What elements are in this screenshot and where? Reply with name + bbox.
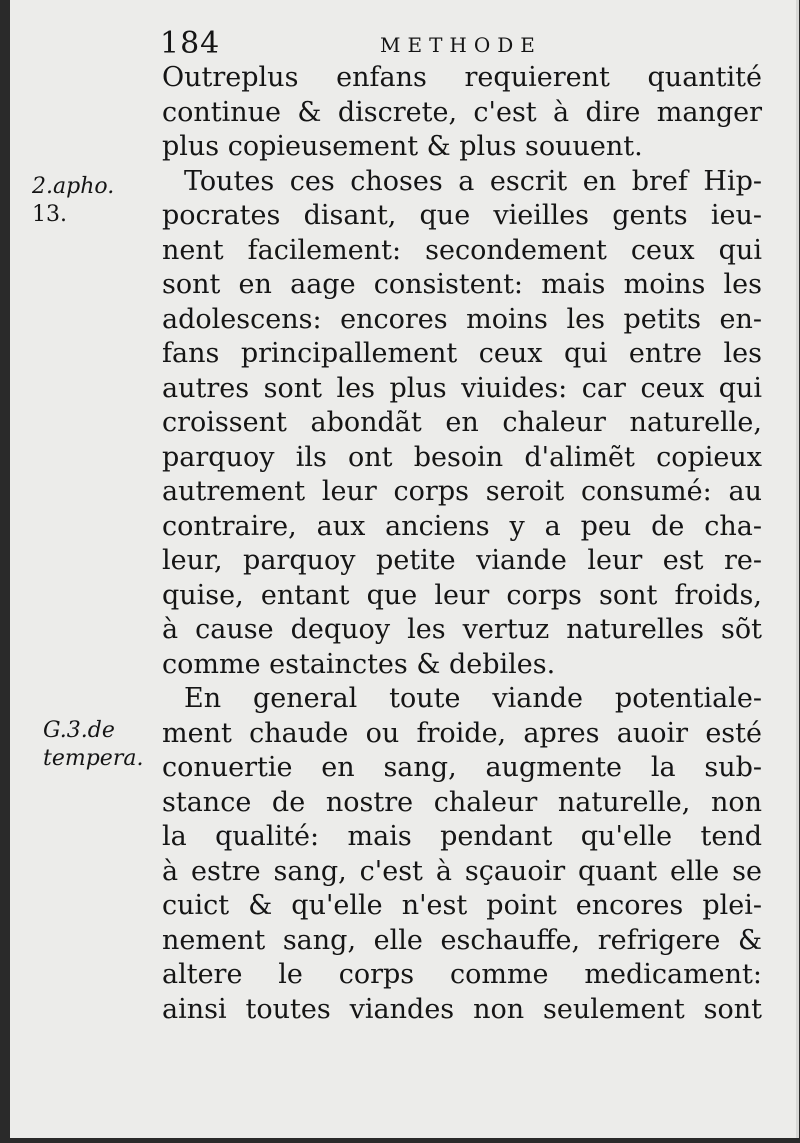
- text-line: à estre sang, c'est à sçauoir quant elle se: [162, 855, 762, 887]
- text-line: continue & discrete, c'est à dire manger: [162, 96, 762, 128]
- text-line: leur, parquoy petite viande leur est re-: [162, 545, 762, 576]
- text-line: quise, entant que leur corps sont froids,: [162, 579, 762, 611]
- page-header: [10, 24, 796, 64]
- text-line: comme estainctes & debiles.: [162, 648, 556, 680]
- page-number: 184: [160, 26, 221, 61]
- running-title: METHODE: [380, 33, 542, 57]
- text-line: autrement leur corps seroit consumé: au: [162, 476, 762, 507]
- text-line: cuict & qu'elle n'est point encores plei-: [162, 890, 762, 921]
- margin-note-line: G.3.de: [43, 718, 115, 743]
- text-line: conuertie en sang, augmente la sub-: [162, 752, 762, 783]
- text-line: fans principallement ceux qui entre les: [162, 338, 762, 369]
- text-line: plus copieusement & plus souuent.: [162, 131, 643, 162]
- text-line: En general toute viande potentiale-: [184, 683, 762, 714]
- margin-note-aphorism: [32, 173, 114, 229]
- text-line: à cause dequoy les vertuz naturelles sõt: [162, 614, 762, 645]
- margin-note-galen: [43, 717, 143, 773]
- text-line: nent facilement: secondement ceux qui: [162, 234, 762, 266]
- text-line: pocrates disant, que vieilles gents ieu-: [162, 200, 762, 231]
- text-line: croissent abondãt en chaleur naturelle,: [162, 407, 762, 438]
- text-line: stance de nostre chaleur naturelle, non: [162, 786, 762, 818]
- text-line: la qualité: mais pendant qu'elle tend: [162, 821, 762, 852]
- margin-note-line: tempera.: [43, 746, 144, 771]
- text-line: Toutes ces choses a escrit en bref Hip-: [184, 165, 762, 197]
- body-text: [162, 61, 762, 1027]
- margin-note-line: 2.apho.: [32, 174, 115, 199]
- text-line: Outreplus enfans requierent quantité: [162, 62, 762, 93]
- text-line: sont en aage consistent: mais moins les: [162, 269, 762, 300]
- text-line: ment chaude ou froide, apres auoir esté: [162, 717, 762, 749]
- text-line: altere le corps comme medicament:: [162, 959, 762, 990]
- text-line: adolescens: encores moins les petits en-: [162, 303, 762, 335]
- book-page: [10, 0, 799, 1138]
- text-line: parquoy ils ont besoin d'alimẽt copieux: [162, 441, 762, 473]
- text-line: contraire, aux anciens y a peu de cha-: [162, 510, 762, 542]
- margin-note-line: 13.: [32, 202, 67, 227]
- text-line: ainsi toutes viandes non seulement sont: [162, 993, 762, 1025]
- text-line: nement sang, elle eschauffe, refrigere &: [162, 924, 762, 956]
- text-line: autres sont les plus viuides: car ceux qui: [162, 372, 762, 404]
